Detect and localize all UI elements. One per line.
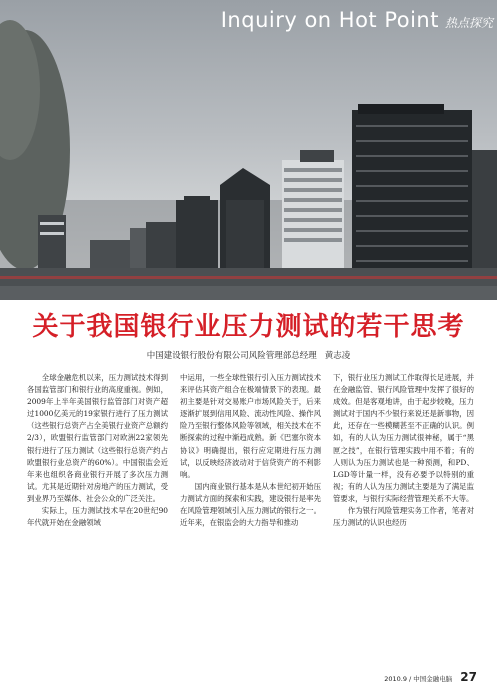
article-headline: 关于我国银行业压力测试的若干思考: [32, 312, 465, 342]
paragraph: 全球金融危机以来，压力测试技术得到各国监管部门和银行业的高度重视。例如，2009年上半年美国银行监管部门对资产超过1000亿美元的19家银行进行了压力测试（这些银行总资产占全美银行业资产总额约2/3），欧盟银行监管部门对欧洲22家领先银行进行了压力测试（这些银行总资产约占欧盟银行业总资产的60%）。中国银监会近年来也组织各商业银行开展了多次压力测试。尤其是近期针对房地产的压力测试，受到业界乃至媒体、社会公众的广泛关注。: [27, 373, 168, 503]
paragraph: 下，银行业压力测试工作取得长足进展，并在金融监管、银行风险管理中发挥了很好的成效。但是客观地讲，由于起步较晚，压力测试对于国内不少银行来说还是新事物，因此，还存在一些模糊甚至不正确的认识。例如，有的人认为压力测试很神秘，属于“黑匣之技”，在银行管理实践中用不着；有的人则认为压力测试也是一种预测，和PD、LGD等计量一样，没有必要予以特别的重视；有的人认为压力测试主要是为了满足监管要求，与银行实际经营管理关系不大等。: [333, 373, 474, 503]
byline: [0, 349, 497, 361]
page-footer: [384, 670, 477, 684]
author-affiliation: 中国建设银行股份有限公司风险管理部总经理: [146, 351, 317, 361]
paragraph: 国内商业银行基本是从本世纪初开始压力测试方面的探索和实践，建设银行是率先在风险管理领域引入压力测试的银行之一。近年来，在银监会的大力指导和推动: [180, 481, 321, 528]
text-column-2: [180, 372, 321, 662]
page-number: 27: [460, 670, 477, 684]
article-body: [27, 372, 475, 662]
city-skyline-image: [0, 0, 497, 300]
section-title-zh: 热点探究: [444, 16, 493, 30]
text-column-1: [27, 372, 168, 662]
paragraph: 中运用，一些全球性银行引入压力测试技术来评估其资产组合在极端情景下的表现。最初主要是针对交易账户市场风险关于，后来逐渐扩展到信用风险、流动性风险、操作风险乃至银行整体风险等领域，相关技术在不断探索的过程中渐趋成熟。新《巴塞尔资本协议》明确提出，银行应定期进行压力测试，以反映经济波动对于信贷资产的不利影响。: [180, 373, 321, 479]
section-title-en: Inquiry on Hot Point: [220, 8, 439, 32]
issue-info: 2010.9 / 中国金融电脑: [384, 675, 453, 683]
cover-photo: [0, 0, 497, 300]
author-name: 黄志凌: [324, 351, 351, 361]
paragraph: 实际上，压力测试技术早在20世纪90年代就开始在金融领域: [27, 506, 168, 528]
text-column-3: [333, 372, 474, 662]
section-header: [221, 8, 493, 36]
paragraph: 作为银行风险管理实务工作者，笔者对压力测试的认识也经历: [333, 506, 474, 528]
